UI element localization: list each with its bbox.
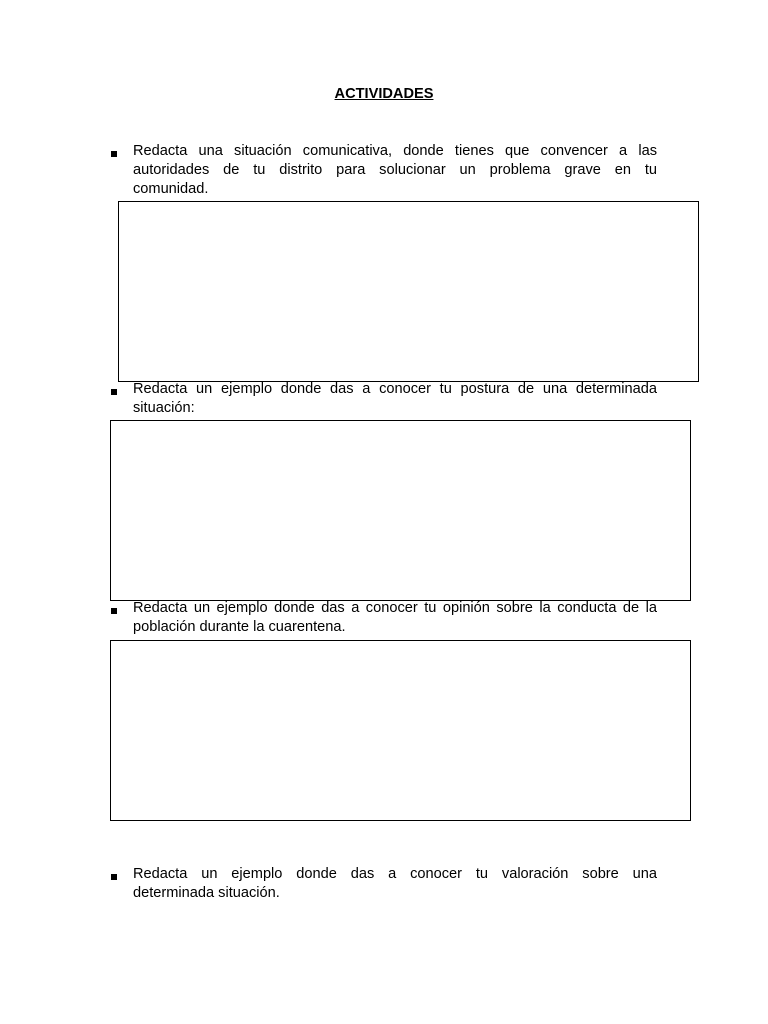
bullet-icon: [110, 384, 118, 392]
activity-2-line-1: Redacta un ejemplo donde das a conocer tu postura de una determinada: [133, 381, 657, 397]
answer-box-2[interactable]: [110, 420, 691, 601]
activity-1-line-2: autoridades de tu distrito para solucionar un problema grave en tu: [133, 162, 657, 178]
activity-3-text: [133, 599, 657, 637]
activity-1-line-1: Redacta una situación comunicativa, donde tienes que convencer a las: [133, 143, 657, 159]
bullet-icon: [110, 869, 118, 877]
activity-3-line-2: población durante la cuarentena.: [133, 619, 346, 635]
activity-1-text: [133, 142, 657, 199]
activity-2-line-2: situación:: [133, 400, 195, 416]
activity-3-line-1: Redacta un ejemplo donde das a conocer tu opinión sobre la conducta de la: [133, 600, 657, 616]
activity-1-line-3: comunidad.: [133, 181, 209, 197]
answer-box-1[interactable]: [118, 201, 699, 382]
activity-4-line-2: determinada situación.: [133, 885, 280, 901]
page-title: ACTIVIDADES: [334, 86, 434, 102]
activity-4-line-1: Redacta un ejemplo donde das a conocer tu valoración sobre una: [133, 866, 657, 882]
activity-4-text: [133, 865, 657, 903]
activity-2-text: [133, 380, 657, 418]
bullet-icon: [110, 146, 118, 154]
answer-box-3[interactable]: [110, 640, 691, 821]
bullet-icon: [110, 603, 118, 611]
